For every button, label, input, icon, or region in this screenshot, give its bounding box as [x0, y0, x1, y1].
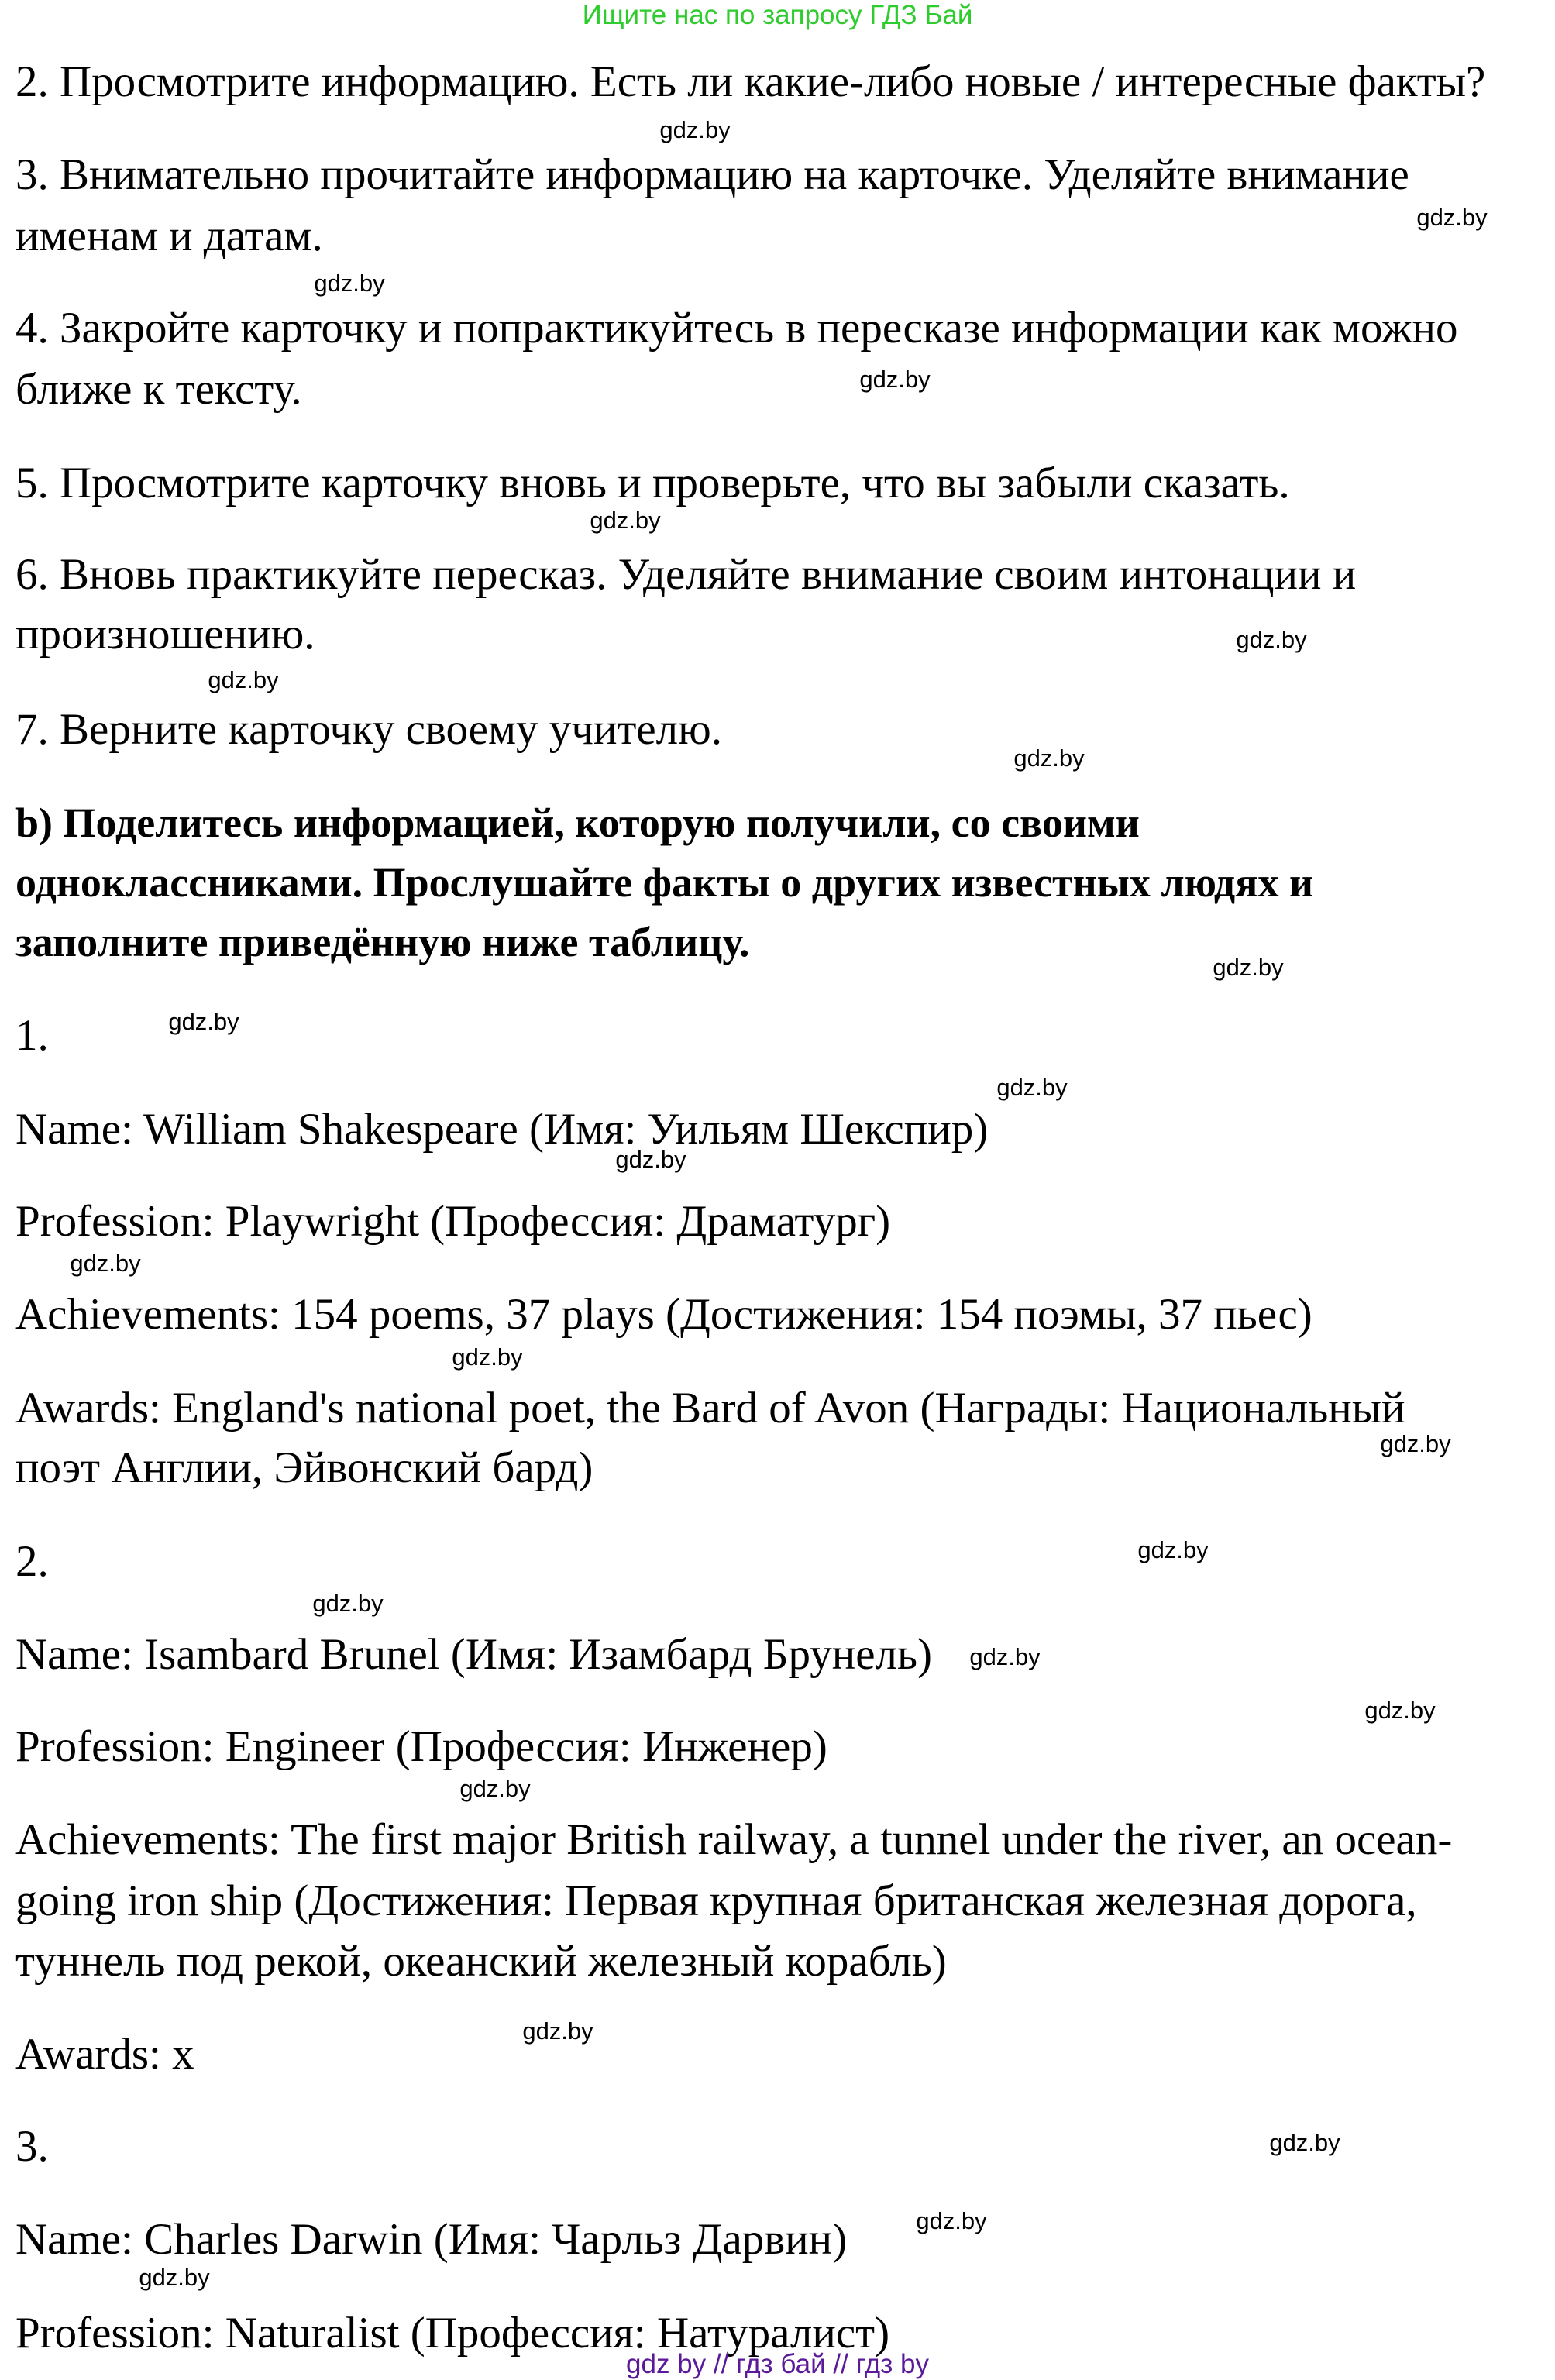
watermark: gdz.by: [659, 116, 731, 143]
watermark: gdz.by: [208, 666, 279, 693]
entry-2-achievements-line2: going iron ship (Достижения: Первая крупная британская железная дорога,: [15, 1876, 1417, 1925]
entry-3-number: 3.: [15, 2122, 49, 2171]
entry-1-name: Name: William Shakespeare (Имя: Уильям Шекспир): [15, 1105, 989, 1154]
entry-2-name: Name: Isambard Brunel (Имя: Изамбард Брунель): [15, 1630, 932, 1679]
watermark: gdz.by: [522, 2017, 593, 2045]
step-3-line1: 3. Внимательно прочитайте информацию на карточке. Уделяйте внимание: [15, 150, 1409, 199]
entry-2-profession: Profession: Engineer (Профессия: Инженер): [15, 1722, 827, 1771]
watermark: gdz.by: [139, 2264, 210, 2291]
entry-1-achievements: Achievements: 154 poems, 37 plays (Достижения: 154 поэмы, 37 пьес): [15, 1290, 1312, 1339]
entry-1-number: 1.: [15, 1011, 49, 1060]
task-b-line2: одноклассниками. Прослушайте факты о других известных людях и: [15, 859, 1314, 906]
watermark: gdz.by: [1137, 1536, 1209, 1563]
site-footer: gdz by // гдз бай // гдз by: [626, 2349, 929, 2379]
step-6-line2: произношению.: [15, 610, 315, 659]
watermark: gdz.by: [1236, 626, 1307, 653]
step-6-line1: 6. Вновь практикуйте пересказ. Уделяйте внимание своим интонации и: [15, 550, 1357, 599]
watermark: gdz.by: [314, 270, 385, 297]
entry-2-awards: Awards: x: [15, 2030, 194, 2079]
watermark: gdz.by: [1269, 2129, 1340, 2156]
step-2: 2. Просмотрите информацию. Есть ли какие-либо новые / интересные факты?: [15, 57, 1486, 106]
watermark: gdz.by: [1364, 1697, 1436, 1724]
watermark: gdz.by: [1416, 204, 1488, 231]
watermark: gdz.by: [859, 366, 931, 393]
entry-3-profession: Profession: Naturalist (Профессия: Натуралист): [15, 2309, 890, 2358]
entry-2-achievements-line1: Achievements: The first major British railway, a tunnel under the river, an ocean-: [15, 1815, 1453, 1864]
watermark: gdz.by: [1380, 1430, 1451, 1457]
step-7: 7. Верните карточку своему учителю.: [15, 705, 722, 754]
task-b-line1: b) Поделитесь информацией, которую получили, со своими: [15, 800, 1140, 846]
entry-2-number: 2.: [15, 1537, 49, 1586]
watermark: gdz.by: [70, 1250, 141, 1277]
watermark: gdz.by: [459, 1775, 531, 1802]
entry-2-achievements-line3: туннель под рекой, океанский железный корабль): [15, 1937, 947, 1986]
watermark: gdz.by: [168, 1008, 239, 1035]
watermark: gdz.by: [1213, 954, 1284, 981]
entry-1-profession: Profession: Playwright (Профессия: Драматург): [15, 1197, 891, 1246]
search-hint-banner: Ищите нас по запросу ГДЗ Бай: [582, 0, 973, 30]
watermark: gdz.by: [996, 1074, 1068, 1101]
entry-3-name: Name: Charles Darwin (Имя: Чарльз Дарвин): [15, 2215, 848, 2264]
watermark: gdz.by: [1013, 745, 1085, 772]
watermark: gdz.by: [312, 1590, 384, 1617]
step-4-line2: ближе к тексту.: [15, 365, 302, 414]
task-b-line3: заполните приведённую ниже таблицу.: [15, 919, 750, 965]
entry-1-awards-line1: Awards: England's national poet, the Bard of Avon (Награды: Национальный: [15, 1384, 1405, 1432]
watermark: gdz.by: [452, 1343, 523, 1371]
step-3-line2: именам и датам.: [15, 212, 323, 260]
watermark: gdz.by: [590, 507, 661, 534]
step-4-line1: 4. Закройте карточку и попрактикуйтесь в пересказе информации как можно: [15, 304, 1458, 353]
entry-1-awards-line2: поэт Англии, Эйвонский бард): [15, 1443, 593, 1492]
watermark: gdz.by: [615, 1146, 686, 1173]
watermark: gdz.by: [969, 1643, 1041, 1670]
step-5: 5. Просмотрите карточку вновь и проверьте, что вы забыли сказать.: [15, 459, 1290, 507]
watermark: gdz.by: [916, 2207, 987, 2234]
